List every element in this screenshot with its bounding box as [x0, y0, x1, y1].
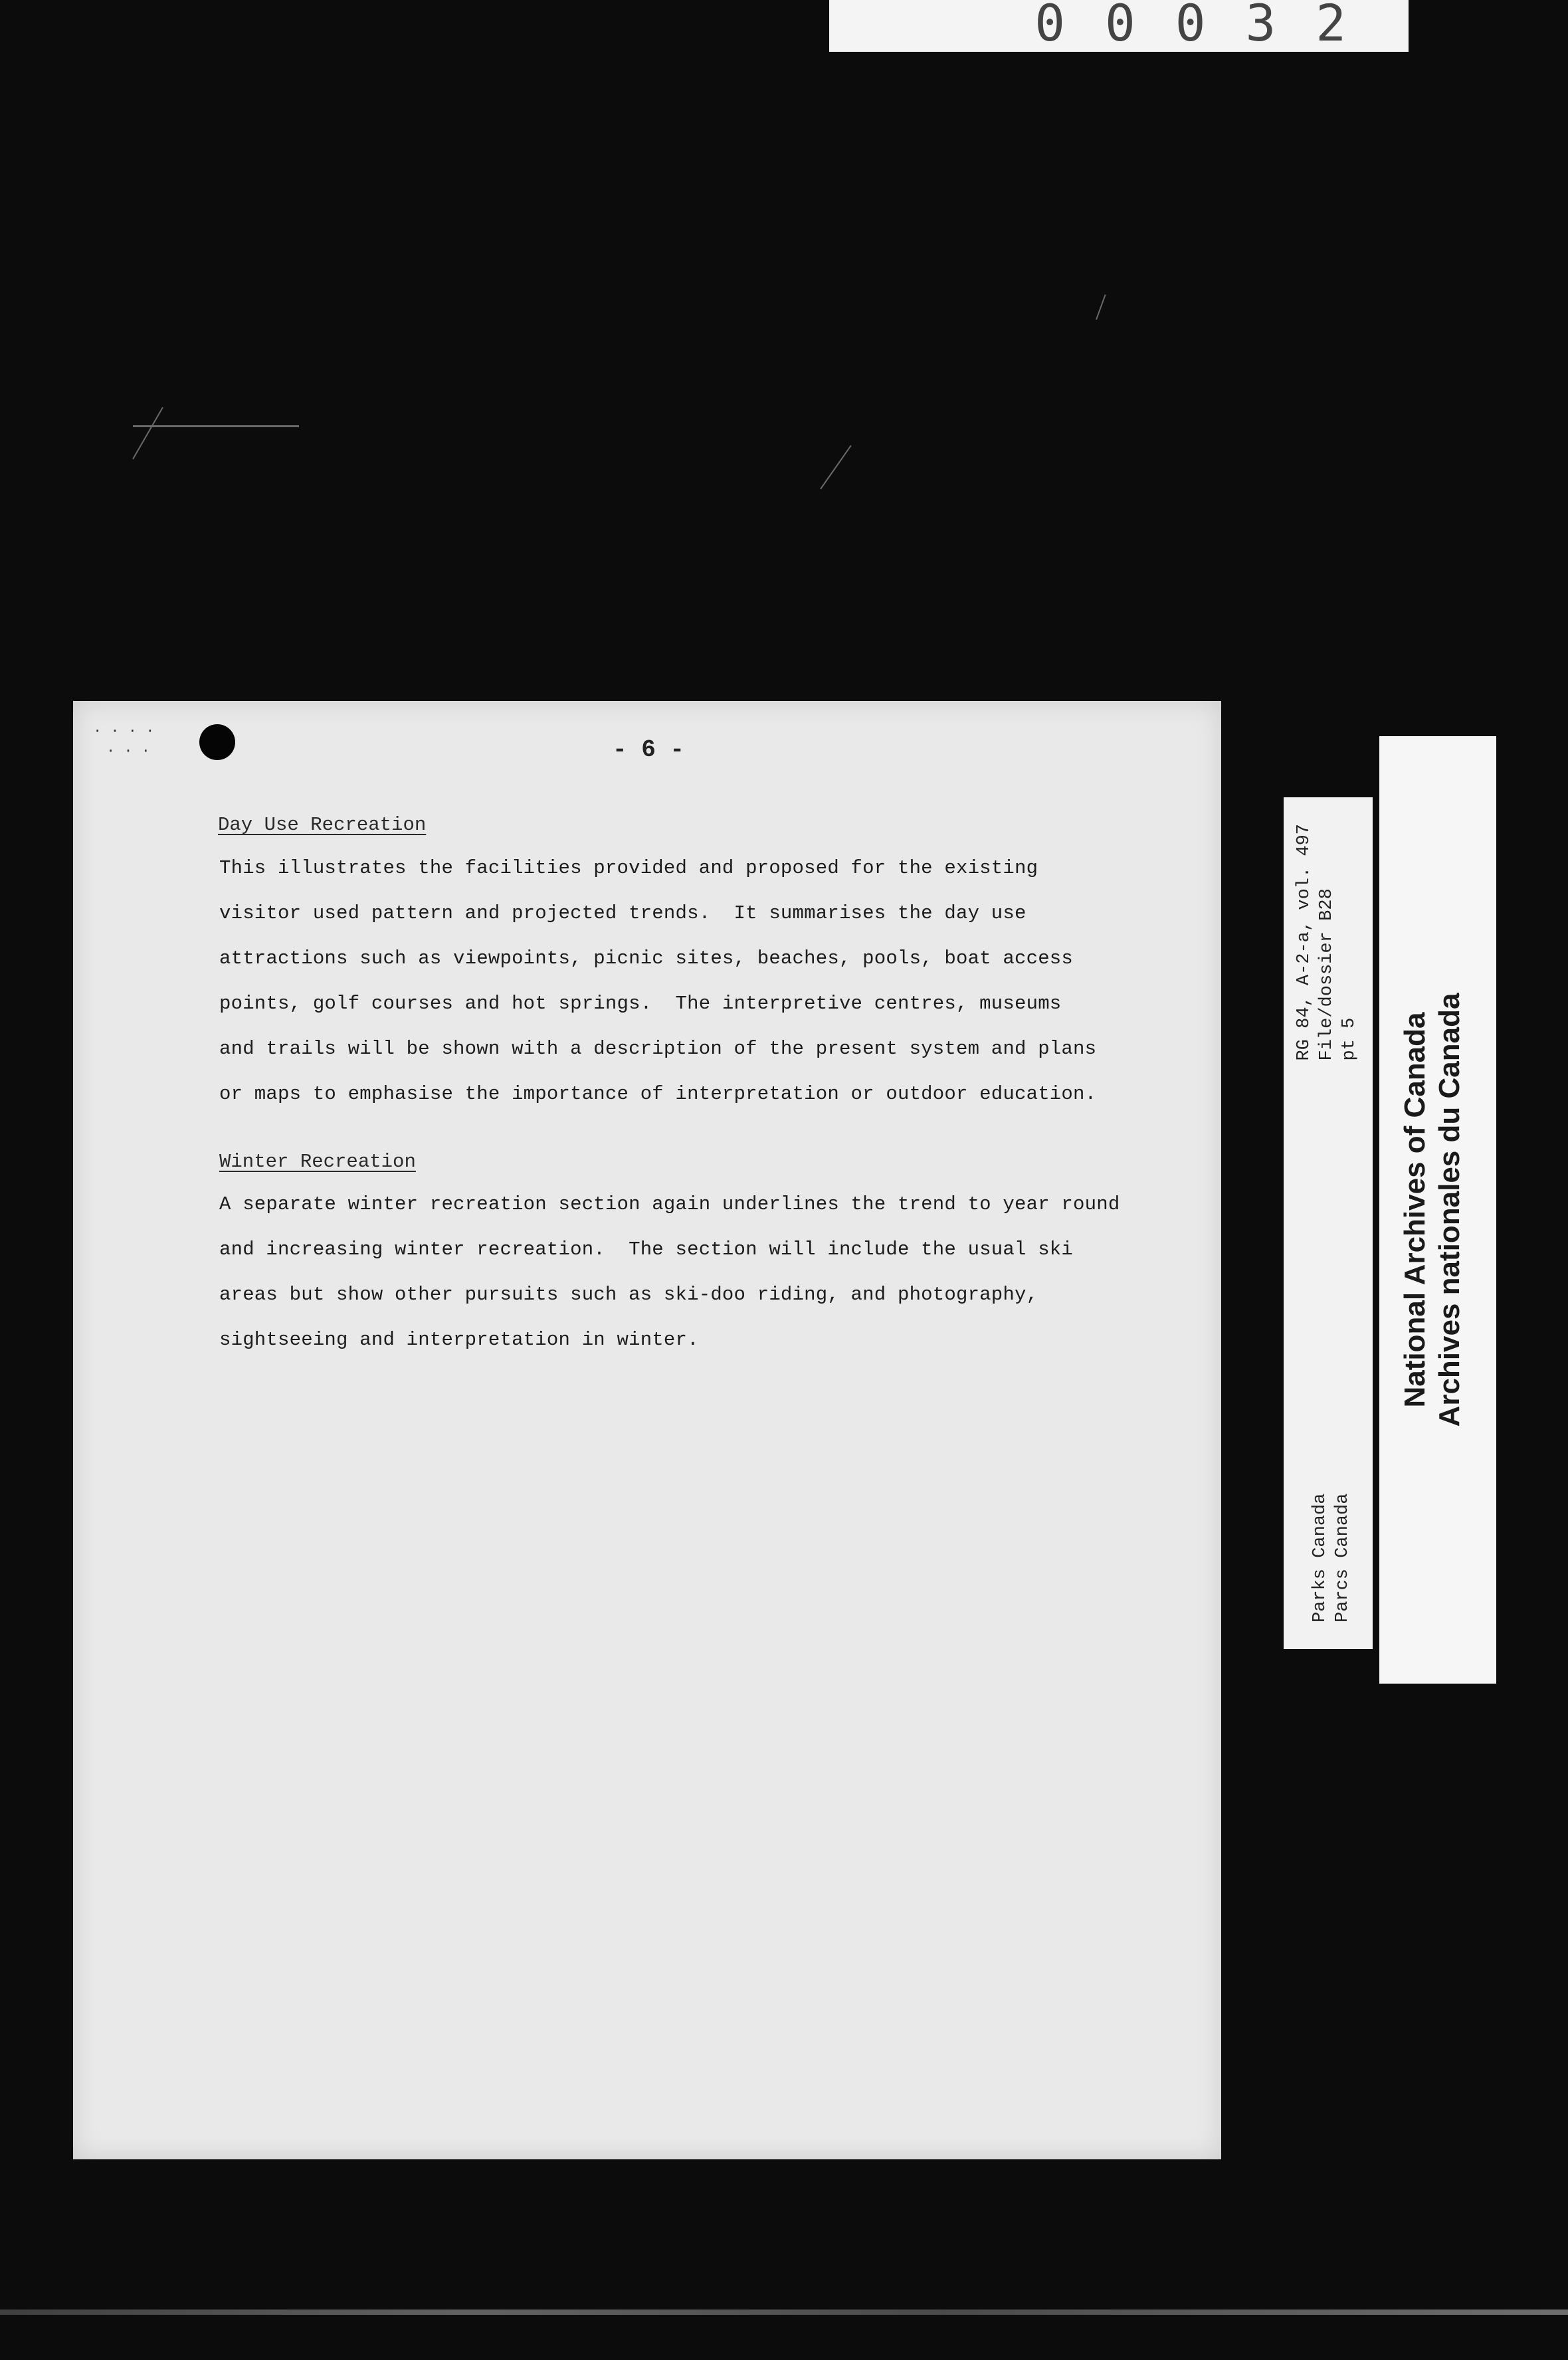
- paper-specks: · · · ·: [93, 723, 155, 739]
- section-heading: Winter Recreation: [219, 1151, 416, 1173]
- archive-reference-label: [1284, 797, 1373, 1649]
- body-line: points, golf courses and hot springs. The interpretive centres, museums: [219, 993, 1062, 1015]
- stamp-line: Archives nationales du Canada: [1433, 993, 1466, 1427]
- film-edge: [0, 2310, 1568, 2315]
- frame-number-label: [829, 0, 1409, 52]
- archive-reference: [1293, 824, 1361, 1060]
- agency-line: Parks Canada: [1310, 1493, 1330, 1622]
- body-line: and trails will be shown with a description of the present system and plans: [219, 1038, 1097, 1060]
- reference-line: RG 84, A-2-a, vol. 497: [1294, 824, 1314, 1061]
- body-line: A separate winter recreation section again underlines the trend to year round: [219, 1193, 1120, 1215]
- punch-hole: [199, 724, 235, 760]
- film-scratch: [820, 445, 852, 490]
- section-heading: Day Use Recreation: [218, 814, 427, 836]
- reference-line: pt 5: [1339, 1017, 1359, 1061]
- body-line: and increasing winter recreation. The section will include the usual ski: [219, 1238, 1074, 1260]
- frame-number: 00032: [1034, 0, 1386, 52]
- body-line: visitor used pattern and projected trends. It summarises the day use: [219, 902, 1027, 924]
- film-scratch: [133, 425, 299, 427]
- page-number: - 6 -: [613, 736, 685, 763]
- film-scratch: [1096, 294, 1106, 320]
- body-line: or maps to emphasise the importance of interpretation or outdoor education.: [219, 1083, 1097, 1105]
- archive-stamp-text: [1398, 736, 1467, 1684]
- body-line: This illustrates the facilities provided and proposed for the existing: [219, 857, 1038, 879]
- body-line: areas but show other pursuits such as ski-doo riding, and photography,: [219, 1284, 1038, 1306]
- body-line: attractions such as viewpoints, picnic sites, beaches, pools, boat access: [219, 947, 1074, 969]
- archive-stamp: [1379, 736, 1496, 1684]
- agency-line: Parcs Canada: [1333, 1493, 1353, 1622]
- film-scratch: [132, 407, 163, 460]
- reference-line: File/dossier B28: [1317, 888, 1337, 1061]
- agency-name: [1309, 1494, 1354, 1622]
- stamp-line: National Archives of Canada: [1399, 1012, 1431, 1408]
- paper-specks: · · ·: [106, 743, 151, 759]
- body-line: sightseeing and interpretation in winter.: [219, 1329, 699, 1351]
